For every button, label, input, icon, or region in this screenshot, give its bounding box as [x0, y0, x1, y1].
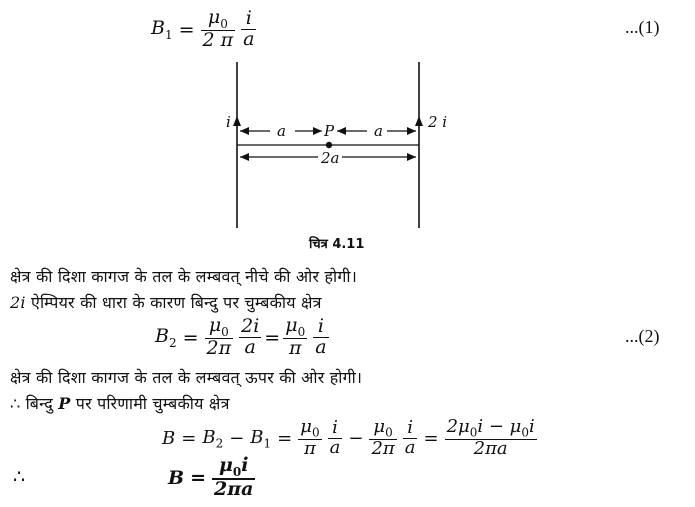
text-line-4: ∴ बिन्दु P पर परिणामी चुम्बकीय क्षेत्र — [10, 394, 230, 413]
therefore-symbol: ∴ — [13, 466, 26, 488]
fraction-mu0-over-pi: $\frac{\mu_0}{\pi}$ — [285, 314, 306, 360]
fraction-2i-over-a: $\frac{2i}{a}$ — [241, 315, 260, 359]
equation-number-2: ...(2) — [625, 326, 660, 346]
text-line-1: क्षेत्र की दिशा कागज के तल के लम्बवत् नीचे की ओर होगी। — [10, 267, 357, 286]
fraction-mu0-over-2pi: $\frac{\mu_0}{2 \pi}$ — [202, 6, 234, 52]
equation-number-1: ...(1) — [625, 17, 660, 37]
point-label: P — [324, 122, 335, 140]
point-p-dot — [326, 142, 332, 148]
equation-final: B = $\frac{\mu_0i}{2\pi a}$ — [168, 454, 254, 501]
fraction-mu0-over-2pi: $\frac{\mu_0}{2\pi}$ — [206, 314, 232, 360]
equation-2: $B_2$ = $\frac{\mu_0}{2\pi}$ $\frac{2i}{a}$ = $\frac{\mu_0}{\pi}$ $\frac{i}{a}$ — [155, 314, 327, 360]
fraction-mu0-over-pi: $\frac{\mu_0}{\pi}$ — [300, 416, 320, 460]
left-current-label: i — [226, 113, 231, 131]
equals-sign: = — [178, 18, 195, 41]
fraction-i-over-a: $\frac{i}{a}$ — [315, 315, 327, 359]
text-line-2: 2i ऐम्पियर की धारा के कारण बिन्दु पर चुम्बकीय क्षेत्र — [10, 293, 322, 312]
fraction-i-over-a: $\frac{i}{a}$ — [243, 7, 255, 51]
distance-a-right: a — [374, 122, 383, 140]
fraction-i-over-a: $\frac{i}{a}$ — [404, 417, 416, 459]
equation-3: B = $B_2$ − $B_1$ = $\frac{\mu_0}{\pi}$ $\frac{i}{a}$ − $\frac{\mu_0}{2\pi}$ $\frac{i}{a}$ = $\frac{2\mu_0i - \mu_0i}{2\pi a}$ — [162, 416, 535, 460]
left-current-arrow — [233, 116, 241, 126]
figure-caption: चित्र 4.11 — [309, 237, 365, 252]
distance-a-left: a — [277, 122, 286, 140]
text-line-3: क्षेत्र की दिशा कागज के तल के लम्बवत् ऊपर की ओर होगी। — [10, 368, 363, 387]
right-current-label: 2 i — [428, 113, 448, 131]
fraction-i-over-a: $\frac{i}{a}$ — [329, 417, 341, 459]
fraction-mu0-over-2pi: $\frac{\mu_0}{2\pi}$ — [371, 416, 395, 460]
right-current-arrow — [415, 116, 423, 126]
distance-2a: 2a — [321, 149, 340, 167]
fraction-result: $\frac{\mu_0i}{2\pi a}$ — [213, 454, 254, 501]
fraction-combined: $\frac{2\mu_0i - \mu_0i}{2\pi a}$ — [446, 416, 535, 460]
b1-symbol: $B_1$ — [151, 17, 173, 43]
